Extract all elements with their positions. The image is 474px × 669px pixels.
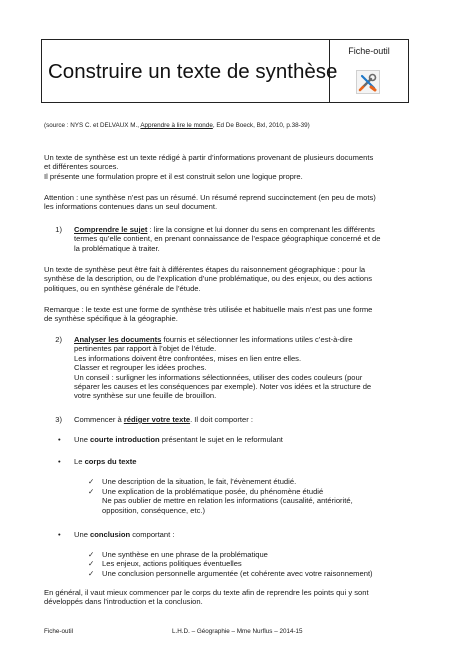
fiche-outil-label: Fiche-outil	[348, 46, 390, 56]
source-edition: , Ed De Boeck, Bxl, 2010, p.38-39)	[212, 122, 310, 129]
check-text: Une conclusion personnelle argumentée (et cohérente avec votre raisonnement)	[102, 568, 373, 578]
check-icon: ✓	[88, 477, 95, 486]
remark-paragraph	[44, 305, 444, 324]
bullet-icon: •	[58, 457, 61, 466]
check-icon: ✓	[88, 559, 95, 569]
bullet-text: Une	[74, 435, 91, 444]
bullet-icon: •	[58, 530, 61, 539]
intro-paragraph	[44, 153, 444, 181]
bullet-icon: •	[58, 435, 61, 444]
check-text: Les enjeux, actions politiques éventuelles	[102, 559, 242, 569]
closing-line: développés dans l’introduction et la conclusion.	[44, 597, 203, 607]
step-2-text: Les informations doivent être confrontées, mises en lien entre elles.	[74, 353, 302, 363]
bullet-introduction	[44, 435, 444, 445]
step-3-text: . Il doit comporter :	[190, 415, 253, 424]
intro-line: et différentes sources.	[44, 162, 119, 172]
check-text: opposition, conséquence, etc.)	[102, 505, 206, 515]
stages-line: synthèse de la description, ou de l’explication d’une problématique, ou des enjeux, ou des actions	[44, 274, 373, 284]
bullet-bold: conclusion	[90, 530, 131, 539]
bullet-text: Le	[74, 457, 85, 466]
body-checklist	[88, 477, 448, 537]
source-reference	[44, 122, 310, 130]
step-2-text: votre synthèse sur une feuille de brouillon.	[74, 391, 217, 401]
step-number: 3)	[55, 415, 62, 424]
step-number: 2)	[55, 335, 62, 344]
check-icon: ✓	[88, 550, 95, 559]
stages-line: Un texte de synthèse peut être fait à différentes étapes du raisonnement géographique : pour la	[44, 265, 366, 274]
bullet-text: Une	[74, 530, 91, 539]
stages-line: politiques, ou en synthèse générale de l’étude.	[44, 283, 201, 293]
step-3-text: Commencer à	[74, 415, 124, 424]
step-2-text: Un conseil : surligner les informations sélectionnées, utiliser des codes couleurs (pour	[74, 372, 363, 382]
step-2-text: séparer les causes et les conséquences par exemple). Noter vos idées et la structure de	[74, 382, 372, 392]
source-authors: (source : NYS C. et DELVAUX M.,	[44, 122, 139, 129]
closing-paragraph	[44, 588, 444, 607]
check-text: Une synthèse en une phrase de la problématique	[102, 550, 268, 559]
step-3-title: rédiger votre texte	[123, 415, 191, 424]
attention-paragraph	[44, 193, 444, 212]
remark-line: Remarque : le texte est une forme de synthèse très utilisée et habituelle mais n’est pas une forme	[44, 305, 373, 314]
bullet-body	[44, 457, 444, 467]
step-1-text: : lire la consigne et lui donner du sens en comprenant les différents	[147, 225, 375, 234]
step-2-title: Analyser les documents	[74, 335, 162, 344]
page-title: Construire un texte de synthèse	[48, 60, 338, 83]
check-text: Une description de la situation, le fait, l’évènement étudié.	[102, 477, 297, 486]
step-number: 1)	[55, 225, 62, 234]
intro-line: Il présente une formulation propre et il est construit selon une logique propre.	[44, 171, 303, 181]
remark-line: de synthèse spécifique à la géographie.	[44, 314, 178, 324]
bullet-bold: corps du texte	[84, 457, 137, 466]
attention-line: Attention : une synthèse n’est pas un résumé. Un résumé reprend succinctement (en peu de mots)	[44, 193, 376, 202]
check-icon: ✓	[88, 487, 95, 496]
check-icon: ✓	[88, 568, 95, 578]
step-3-body	[74, 415, 253, 424]
tools-icon	[356, 70, 380, 94]
step-2-text: fournis et sélectionner les informations utiles c’est-à-dire	[161, 335, 353, 344]
source-book-title: Apprendre à lire le monde	[140, 122, 213, 129]
badge-cell	[330, 40, 408, 102]
step-1-text: termes qu’elle contient, en prenant connaissance de l’espace géographique concerné et de	[74, 234, 381, 244]
closing-line: En général, il vaut mieux commencer par le corps du texte afin de reprendre les points qui y sont	[44, 588, 369, 597]
bullet-text: comportant :	[130, 530, 175, 539]
step-2-text: pertinentes par rapport à l’objet de l’étude.	[74, 344, 217, 354]
bullet-conclusion	[44, 530, 444, 540]
bullet-text: présentant le sujet en le reformulant	[159, 435, 283, 444]
check-text: Une explication de la problématique posée, du phénomène étudié	[102, 487, 324, 496]
step-2-body	[74, 335, 371, 401]
step-1-text: la problématique à traiter.	[74, 243, 160, 253]
conclusion-checklist	[88, 550, 448, 580]
intro-line: Un texte de synthèse est un texte rédigé à partir d’informations provenant de plusieurs documents	[44, 153, 374, 162]
header-box	[41, 39, 409, 103]
step-2-text: Classer et regrouper les idées proches.	[74, 363, 207, 373]
step-1-title: Comprendre le sujet	[74, 225, 148, 234]
bullet-bold: courte introduction	[90, 435, 160, 444]
stages-paragraph	[44, 265, 444, 293]
footer-left: Fiche-outil	[44, 628, 74, 635]
footer-center: L.H.D. – Géographie – Mme Nurflus – 2014-15	[172, 628, 303, 635]
check-text: Ne pas oublier de mettre en relation les informations (causalité, antériorité,	[102, 496, 353, 506]
attention-line: les informations contenues dans un seul document.	[44, 202, 218, 212]
step-1-body	[74, 225, 381, 253]
title-cell	[42, 40, 338, 102]
